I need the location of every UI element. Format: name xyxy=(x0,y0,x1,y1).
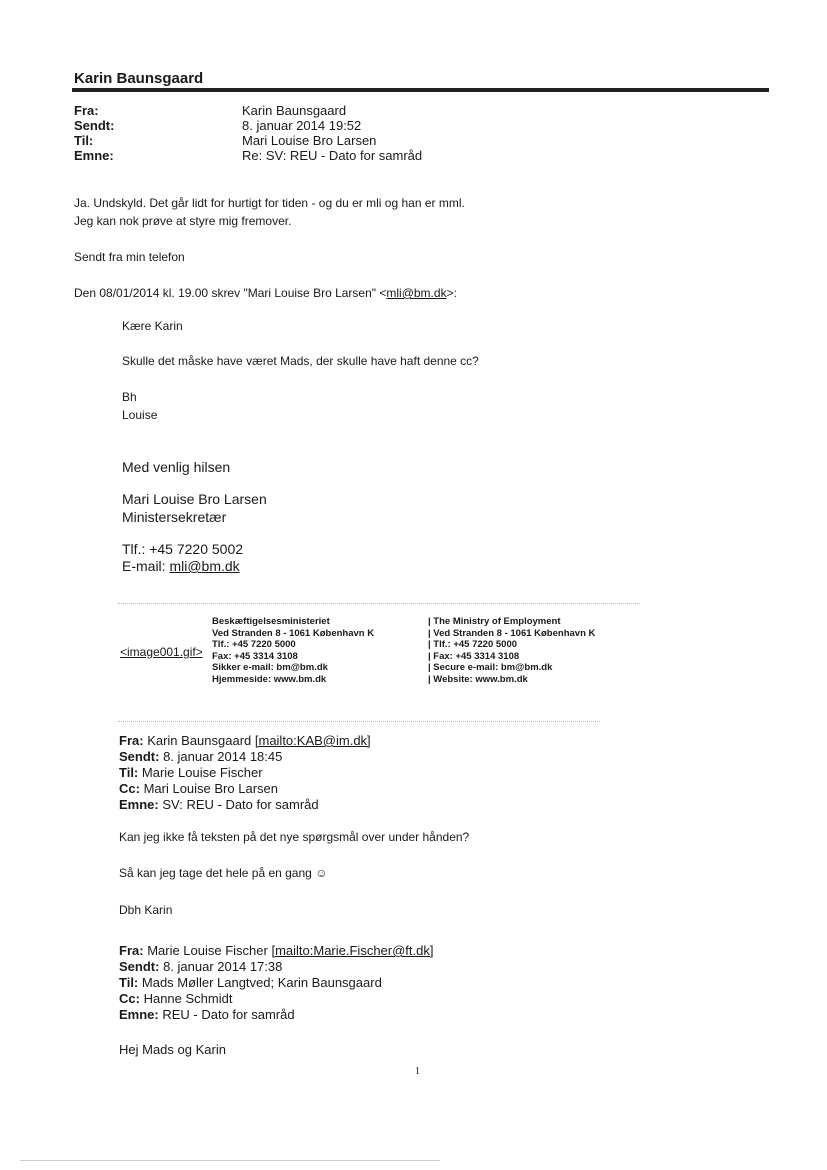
fwd1-to-line xyxy=(119,765,371,781)
header-subject-value: Re: SV: REU - Dato for samråd xyxy=(242,148,423,163)
sig-right-line: | Secure e-mail: bm@bm.dk xyxy=(428,662,553,674)
fwd2-to: Mads Møller Langtved; Karin Baunsgaard xyxy=(141,975,382,990)
reply-line-1: Ja. Undskyld. Det går lidt for hurtigt for tiden - og du er mli og han er mml. xyxy=(74,196,465,210)
header-to-value: Mari Louise Bro Larsen xyxy=(242,133,377,148)
sig-left-line: Fax: +45 3314 3108 xyxy=(212,650,298,662)
sig-right-line: | Website: www.bm.dk xyxy=(428,673,528,685)
quote-intro xyxy=(74,286,457,300)
fwd1-subject-label: Emne: xyxy=(119,797,159,812)
sent-from-phone: Sendt fra min telefon xyxy=(74,250,185,264)
fwd1-subject-line xyxy=(119,797,371,813)
fwd2-subject: REU - Dato for samråd xyxy=(162,1007,295,1022)
sig-left-line: Beskæftigelsesministeriet xyxy=(212,616,330,627)
fwd1-sign: Dbh Karin xyxy=(119,903,173,917)
fwd2-subject-line xyxy=(119,1007,433,1023)
fwd1-sent-line xyxy=(119,749,371,765)
quoted-question: Skulle det måske have været Mads, der skulle have haft denne cc? xyxy=(122,354,479,368)
quote-intro-prefix: Den 08/01/2014 kl. 19.00 skrev "Mari Louise Bro Larsen" < xyxy=(74,286,387,300)
fwd1-header xyxy=(119,733,371,813)
reply-line-2: Jeg kan nok prøve at styre mig fremover. xyxy=(74,214,292,228)
fwd1-body-2: Så kan jeg tage det hele på en gang ☺ xyxy=(119,866,328,880)
fwd2-sent: 8. januar 2014 17:38 xyxy=(163,959,283,974)
sig-left-line: Ved Stranden 8 - 1061 København K xyxy=(212,627,375,639)
fwd2-header xyxy=(119,943,433,1023)
sig-block-right xyxy=(428,616,595,686)
signature-role: Ministersekretær xyxy=(122,509,227,525)
fwd1-cc-label: Cc: xyxy=(119,781,140,796)
page-title: Karin Baunsgaard xyxy=(74,70,204,87)
fwd1-cc: Mari Louise Bro Larsen xyxy=(143,781,278,796)
quoted-closing-1: Bh xyxy=(122,390,137,404)
sig-right-line: | Ved Stranden 8 - 1061 København K xyxy=(428,627,596,639)
signature-name: Mari Louise Bro Larsen xyxy=(122,491,267,507)
fwd2-from-label: Fra: xyxy=(119,943,144,958)
fwd1-to: Marie Louise Fischer xyxy=(141,765,263,780)
fwd1-sent: 8. januar 2014 18:45 xyxy=(163,749,283,764)
regards: Med venlig hilsen xyxy=(122,459,231,475)
fwd2-cc-label: Cc: xyxy=(119,991,140,1006)
fwd2-subject-label: Emne: xyxy=(119,1007,159,1022)
signature-email-line xyxy=(122,558,240,574)
fwd2-from: Marie Louise Fischer xyxy=(147,943,272,958)
fwd1-from-line xyxy=(119,733,371,749)
signature-email-label: E-mail: xyxy=(122,558,170,574)
page-number: 1 xyxy=(415,1066,420,1077)
fwd2-from-line xyxy=(119,943,433,959)
image-link[interactable]: <image001.gif> xyxy=(120,645,203,659)
scan-edge-line xyxy=(20,1160,440,1161)
fwd1-from-label: Fra: xyxy=(119,733,144,748)
fwd2-sent-line xyxy=(119,959,433,975)
header-subject-label: Emne: xyxy=(74,148,114,163)
sig-left-line: Tlf.: +45 7220 5000 xyxy=(212,639,296,651)
fwd2-mailto-link[interactable]: [mailto:Marie.Fischer@ft.dk] xyxy=(271,943,434,958)
fwd1-cc-line xyxy=(119,781,371,797)
header-from-value: Karin Baunsgaard xyxy=(242,103,347,118)
fwd2-cc: Hanne Schmidt xyxy=(143,991,233,1006)
sig-left-line: Sikker e-mail: bm@bm.dk xyxy=(212,662,328,674)
sig-right-line: | Fax: +45 3314 3108 xyxy=(428,650,520,662)
fwd2-greeting: Hej Mads og Karin xyxy=(119,1042,226,1057)
divider xyxy=(118,721,600,722)
signature-email-link[interactable]: mli@bm.dk xyxy=(169,558,240,574)
signature-phone: Tlf.: +45 7220 5002 xyxy=(122,541,244,557)
fwd2-sent-label: Sendt: xyxy=(119,959,160,974)
title-rule xyxy=(72,88,769,92)
header-sent-label: Sendt: xyxy=(74,118,115,133)
sig-right-line: | The Ministry of Employment xyxy=(428,616,561,627)
fwd1-sent-label: Sendt: xyxy=(119,749,160,764)
sig-left-line: Hjemmeside: www.bm.dk xyxy=(212,673,327,685)
header-to-label: Til: xyxy=(74,133,94,148)
header-sent-value: 8. januar 2014 19:52 xyxy=(242,118,362,133)
fwd1-from: Karin Baunsgaard xyxy=(147,733,255,748)
fwd1-mailto-link[interactable]: [mailto:KAB@im.dk] xyxy=(254,733,371,748)
sig-right-line: | Tlf.: +45 7220 5000 xyxy=(428,639,518,651)
divider xyxy=(118,603,640,604)
fwd2-to-line xyxy=(119,975,433,991)
quoted-closing-2: Louise xyxy=(122,408,158,422)
fwd2-to-label: Til: xyxy=(119,975,139,990)
fwd1-subject: SV: REU - Dato for samråd xyxy=(162,797,319,812)
fwd1-body-1: Kan jeg ikke få teksten på det nye spørgsmål over under hånden? xyxy=(119,830,470,844)
header-from-label: Fra: xyxy=(74,103,99,118)
quote-intro-suffix: >: xyxy=(446,286,457,300)
quote-intro-email-link[interactable]: mli@bm.dk xyxy=(386,286,447,300)
sig-block-left xyxy=(212,616,374,686)
fwd1-to-label: Til: xyxy=(119,765,139,780)
fwd2-cc-line xyxy=(119,991,433,1007)
quoted-greeting: Kære Karin xyxy=(122,319,183,333)
